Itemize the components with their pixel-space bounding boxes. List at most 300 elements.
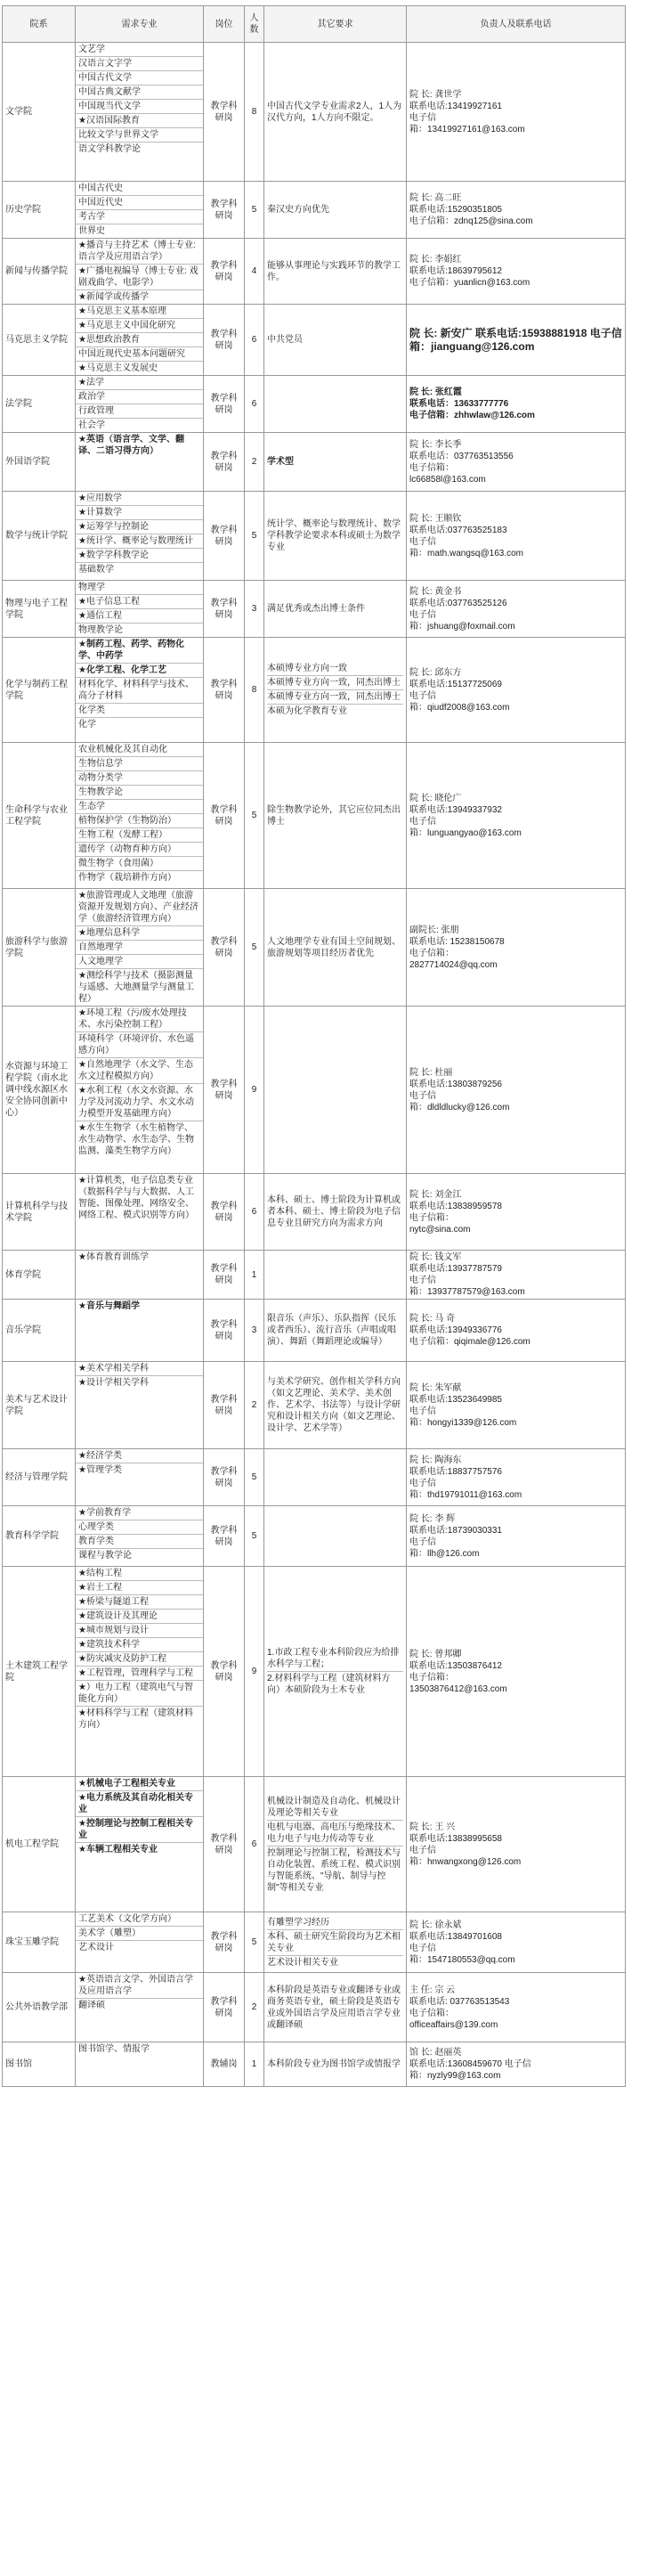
headcount: 9 [251,1667,257,1676]
major-item: ★旅游管理或人文地理（旅游资源开发规划方向）、产业经济学（旅游经济管理方向） [76,889,203,926]
college-name: 教育科学学院 [5,1531,59,1541]
contact-cell [407,1777,626,1912]
majors-cell [76,1449,204,1506]
college-name: 数学与统计学院 [5,531,68,541]
table-row [3,239,626,305]
majors-cell [76,1007,204,1174]
college-name: 历史学院 [5,205,41,215]
major-item: 行政管理 [76,404,203,419]
headcount: 5 [251,1531,257,1541]
contact-line: 院 长: 黄金书 [409,586,462,597]
table-header-row [3,6,626,43]
contact-cell [407,1007,626,1174]
headcount: 6 [251,335,257,345]
majors-cell [76,433,204,492]
contact-line: 电子信箱： [409,1672,454,1683]
header-count: 人数 [245,6,264,43]
major-item: 图书馆学、情报学 [78,2044,150,2054]
requirements-cell [264,492,407,581]
contact-line: 箱：13419927161@163.com [409,124,525,135]
college-cell [3,433,76,492]
requirement-text: 与美术学研究、创作相关学科方向（如文艺理论、美术学、美术创作、艺术学、书法等）与设计学研究和设计相关方向（如文艺理论、设计学、艺术学等） [267,1377,401,1433]
headcount: 2 [251,2002,257,2012]
requirements-cell [264,305,407,376]
major-item: ★经济学类 [76,1449,203,1463]
majors-cell [76,1362,204,1449]
contact-line: 院 长: 曾邦卿 [409,1649,462,1659]
recruitment-table [2,5,626,2087]
requirements-cell [264,1300,407,1362]
post-type: 教学科研岗 [210,1931,238,1953]
count-cell [245,1449,264,1506]
contact-cell [407,1449,626,1506]
contact-line: 联系电话: 037763513543 [409,1996,510,2007]
major-item: ★材料科学与工程（建筑材料方向） [78,1708,193,1730]
requirements-cell [264,1777,407,1912]
major-item: ★马克思主义基本原理 [76,305,203,319]
post-type: 教学科研岗 [210,804,238,827]
contact-line: 联系电话:15137725069 [409,679,502,689]
college-cell [3,1973,76,2042]
college-name: 机电工程学院 [5,1839,59,1849]
post-cell [204,305,245,376]
contact-line: 院 长: 马 奇 [409,1314,456,1324]
majors-cell [76,889,204,1007]
major-item: 考古学 [76,210,203,224]
major-item: ★汉语国际教育 [76,114,203,128]
requirements-cell [264,1506,407,1567]
requirement-text: 本科、硕士研究生阶段均为艺术相关专业 [267,1930,403,1956]
table-row [3,1300,626,1362]
college-cell [3,305,76,376]
major-item: 自然地理学 [76,941,203,955]
contact-line: 联系电话:13503876412 [409,1660,502,1671]
college-name: 计算机科学与技术学院 [5,1201,68,1223]
majors-cell [76,43,204,182]
count-cell [245,1251,264,1300]
college-cell [3,1007,76,1174]
major-item: ★统计学、概率论与数理统计 [76,534,203,549]
post-cell [204,1251,245,1300]
major-item: 工艺美术（文化学方向） [76,1912,203,1927]
post-type: 教学科研岗 [210,1394,238,1416]
college-cell [3,2042,76,2087]
college-cell [3,1362,76,1449]
contact-line: 联系电话:13419927161 [409,101,502,111]
requirements-cell [264,1567,407,1777]
college-name: 水资源与环境工程学院（南水北调中线水源区水安全协同创新中心） [5,1062,68,1118]
contact-line: 箱：hongyi1339@126.com [409,1417,517,1428]
post-cell [204,1174,245,1251]
table-row [3,305,626,376]
post-type: 教学科研岗 [210,393,238,415]
count-cell [245,1506,264,1567]
table-row [3,376,626,433]
major-item: 生物信息学 [76,757,203,771]
majors-cell [76,1506,204,1567]
headcount: 1 [251,2059,257,2069]
major-item: ★水利工程（水文水资源、水力学及河流动力学、水文水动力模型开发基础理方向） [76,1084,203,1121]
requirement-text: 有雕塑学习经历 [267,1916,403,1930]
major-item: ★设计学相关学科 [78,1378,149,1388]
college-cell [3,1777,76,1912]
post-cell [204,376,245,433]
headcount: 5 [251,531,257,541]
college-cell [3,182,76,239]
table-row [3,433,626,492]
contact-line: 电子信 [409,112,436,123]
post-cell [204,1777,245,1912]
table-row [3,743,626,889]
majors-cell [76,581,204,638]
college-name: 美术与艺术设计学院 [5,1394,68,1416]
post-type: 教学科研岗 [210,598,238,620]
requirement-text: 本科阶段专业为图书馆学或情报学 [267,2059,401,2069]
major-item: 比较文学与世界文学 [76,128,203,143]
major-item: 遗传学（动物育种方向） [76,843,203,857]
contact-cell [407,305,626,376]
major-item: 文艺学 [76,43,203,57]
major-item: 课程与教学论 [78,1551,132,1561]
requirement-text: 统计学、概率论与数理统计、数学学科教学论要求本科或硕士为数学专业 [267,519,401,552]
major-item: ★应用数学 [76,492,203,506]
contact-cell [407,182,626,239]
major-item: ★新闻学或传播学 [78,292,149,302]
requirements-cell [264,376,407,433]
major-item: 基础数学 [78,565,114,575]
college-name: 物理与电子工程学院 [5,598,68,620]
post-cell [204,1912,245,1973]
college-name: 经济与管理学院 [5,1472,68,1482]
headcount: 2 [251,457,257,467]
requirements-cell [264,182,407,239]
contact-line: 院 长: 朱军献 [409,1382,462,1393]
headcount: 9 [251,1085,257,1095]
contact-line: 联系电话:13523649985 [409,1394,502,1405]
headcount: 5 [251,1937,257,1947]
contact-line: 箱：llh@126.com [409,1548,480,1559]
contact-line: 电子信箱： [409,948,454,958]
major-item: ★地理信息科学 [76,926,203,941]
requirements-cell [264,743,407,889]
post-type: 教学科研岗 [210,260,238,282]
major-item: ★学前教育学 [76,1506,203,1520]
post-cell [204,1567,245,1777]
majors-cell [76,1174,204,1251]
major-item: 艺术设计 [78,1943,114,1952]
major-item: ★美术学相关学科 [76,1362,203,1376]
major-item: ★城市规划与设计 [76,1624,203,1638]
contact-line: 院 长: 高二旺 [409,193,462,203]
table-row [3,1567,626,1777]
count-cell [245,1300,264,1362]
count-cell [245,1174,264,1251]
count-cell [245,1777,264,1912]
post-cell [204,433,245,492]
header-majors: 需求专业 [76,6,204,43]
major-item: 中国近代史 [76,196,203,210]
contact-line: 主 任: 宗 云 [409,1985,456,1995]
major-item: 动物分类学 [76,771,203,786]
major-item: 中国古典文献学 [76,86,203,100]
contact-line: 箱：13937787579@163.com [409,1287,525,1297]
header-post: 岗位 [204,6,245,43]
major-item: ★播音与主持艺术（博士专业: 语言学及应用语言学） [76,239,203,265]
requirement-text: 1.市政工程专业本科阶段应为给排水科学与工程； [267,1646,403,1672]
headcount: 6 [251,1207,257,1217]
major-item: 汉语言文字学 [76,57,203,71]
table-row [3,182,626,239]
post-cell [204,239,245,305]
requirements-cell [264,1362,407,1449]
headcount: 8 [251,685,257,695]
college-name: 生命科学与农业工程学院 [5,804,68,827]
contact-line: 联系电话:13849701608 [409,1931,502,1942]
requirement-text: 本硕博专业方向一致，同杰出博士 [267,690,403,705]
count-cell [245,1007,264,1174]
post-type: 教学科研岗 [210,936,238,958]
major-item: 农业机械化及其自动化 [76,743,203,757]
major-item: 物理教学论 [78,625,123,635]
contact-line: nytc@sina.com [409,1224,471,1235]
contact-line: 箱：qiudf2008@163.com [409,702,510,713]
contact-line: 电子信 [409,1406,436,1416]
post-type: 教学科研岗 [210,1264,238,1285]
contact-cell [407,239,626,305]
table-row [3,2042,626,2087]
contact-line: 联系电话:13803879256 [409,1079,502,1089]
post-cell [204,638,245,743]
major-item: ★水生生物学（水生植物学、水生动物学、水生态学、生物监测、藻类生物学方向） [78,1123,194,1156]
college-cell [3,581,76,638]
college-name: 珠宝玉雕学院 [5,1937,59,1947]
major-item: ★马克思主义中国化研究 [76,319,203,333]
major-item: ★车辆工程相关专业 [78,1845,158,1855]
majors-cell [76,1777,204,1912]
post-type: 教学科研岗 [210,525,238,547]
contact-line: 院 长: 晓伦广 [409,793,462,803]
requirement-text: 学术型 [267,457,294,467]
college-name: 文学院 [5,107,32,117]
contact-cell [407,43,626,182]
major-item: 心理学类 [76,1520,203,1535]
major-item: 化学 [78,720,96,730]
major-item: 人文地理学 [76,955,203,969]
requirement-text: 秦汉史方向优先 [267,205,329,215]
headcount: 6 [251,399,257,409]
post-cell [204,1449,245,1506]
major-item: ★结构工程 [76,1567,203,1581]
post-cell [204,1973,245,2042]
contact-line: 联系电话:18837757576 [409,1466,502,1477]
contact-line: 箱：jshuang@foxmail.com [409,621,515,632]
headcount: 6 [251,1839,257,1849]
college-cell [3,1449,76,1506]
post-type: 教学科研岗 [210,1833,238,1855]
post-type: 教辅岗 [210,2059,238,2069]
requirement-text: 本硕为化学教育专业 [267,706,347,716]
contact-cell [407,1174,626,1251]
major-item: ★岩土工程 [76,1581,203,1595]
majors-cell [76,182,204,239]
majors-cell [76,638,204,743]
header-requirements: 其它要求 [264,6,407,43]
major-item: ★化学工程、化学工艺 [76,664,203,678]
contact-line: 院 长: 刘金江 [409,1189,462,1200]
requirement-text: 本科阶段是英语专业或翻译专业或商务英语专业，硕士阶段是英语专业或外国语言学及应用语言学专业或翻译硕 [267,1985,401,2030]
requirements-cell [264,1251,407,1300]
college-cell [3,1251,76,1300]
requirement-text: 控制理论与控制工程，检测技术与自动化装置、系统工程、模式识别与智能系统、"导航、制导与控制"等相关专业 [267,1847,401,1893]
post-type: 教学科研岗 [210,1525,238,1547]
contact-line: 箱：thd19791011@163.com [409,1489,522,1500]
contact-line: 箱：dldldlucky@126.com [409,1102,510,1113]
requirements-cell [264,2042,407,2087]
post-type: 教学科研岗 [210,1660,238,1683]
contact-line: 电子信 [409,1478,436,1488]
contact-cell [407,581,626,638]
contact-line: 院 长: 邱东方 [409,667,462,678]
college-cell [3,239,76,305]
count-cell [245,743,264,889]
contact-line: officeaffairs@139.com [409,2019,498,2030]
headcount: 5 [251,811,257,820]
major-item: ★英语语言文学、外国语言学及应用语言学 [76,1973,203,1999]
contact-line: 箱：math.wangsq@163.com [409,548,523,558]
contact-line: 院 长: 李娟红 [409,255,462,265]
major-item: 翻译硕 [78,2001,105,2010]
majors-cell [76,239,204,305]
requirement-text: 2.材料科学与工程（建筑材料方向）本硕阶段为土木专业 [267,1674,391,1695]
post-cell [204,43,245,182]
major-item: ★测绘科学与技术（摄影测量与遥感、大地测量学与测量工程） [78,971,194,1004]
contact-line: 电子信 [409,1845,436,1855]
major-item: ★机械电子工程相关专业 [76,1777,203,1791]
contact-line: 箱：lunguangyao@163.com [409,827,522,838]
major-item: ★防灾减灾及防护工程 [76,1652,203,1667]
contact-line: 电子信箱：zhhwlaw@126.com [409,411,535,420]
post-cell [204,492,245,581]
contact-cell [407,1973,626,2042]
contact-line: 院 长: 龚世学 [409,89,462,100]
post-cell [204,743,245,889]
majors-cell [76,376,204,433]
college-cell [3,1174,76,1251]
college-name: 马克思主义学院 [5,335,68,345]
table-row [3,1174,626,1251]
major-item: ★英语（语言学、文学、翻译、二语习得方向） [78,435,184,456]
contact-cell [407,1506,626,1567]
requirements-cell [264,43,407,182]
headcount: 1 [251,1269,257,1280]
table-row [3,889,626,1007]
major-item: ★数学学科教学论 [76,549,203,563]
contact-line: 电子信箱：zdnq125@sina.com [409,216,533,226]
count-cell [245,2042,264,2087]
contact-line: 电子信箱： [409,2008,454,2018]
contact-line: 箱：1547180553@qq.com [409,1954,515,1965]
requirement-text: 能够从事理论与实践环节的教学工作。 [267,260,401,282]
contact-cell [407,638,626,743]
contact-line: 副院长: 张朋 [409,925,459,935]
contact-line: 联系电话:037763525183 [409,525,507,535]
major-item: ★体育教育训练学 [78,1252,149,1262]
college-cell [3,43,76,182]
major-item: ★管理学类 [78,1465,122,1475]
college-name: 旅游科学与旅游学院 [5,936,68,958]
count-cell [245,638,264,743]
majors-cell [76,1251,204,1300]
requirement-text: 除生物教学论外，其它应位同杰出博士 [267,804,401,827]
requirement-text: 人文地理学专业有国土空间规划、旅游规划等项目经历者优先 [267,936,401,958]
requirements-cell [264,638,407,743]
post-type: 教学科研岗 [210,101,238,123]
requirement-text: 本硕博专业方向一致，同杰出博士 [267,676,403,690]
headcount: 5 [251,205,257,215]
major-item: 中国近现代史基本问题研究 [76,347,203,362]
count-cell [245,1912,264,1973]
contact-line: 电子信 [409,1537,436,1547]
count-cell [245,492,264,581]
headcount: 2 [251,1400,257,1410]
table-row [3,43,626,182]
college-name: 图书馆 [5,2059,32,2069]
major-item: 作物学（栽培耕作方向） [78,873,176,883]
contact-line: 联系电话：037763513556 [409,451,514,461]
count-cell [245,182,264,239]
major-item: ★马克思主义发展史 [78,363,158,373]
requirement-text: 中国古代文学专业需求2人，1人为汉代方向，1人方向不限定。 [267,101,402,123]
major-item: 化学类 [76,704,203,718]
contact-line: 院 长: 徐永斌 [409,1920,462,1930]
headcount: 3 [251,604,257,614]
table-row [3,1506,626,1567]
table-row [3,1973,626,2042]
headcount: 3 [251,1325,257,1335]
major-item: 中国古代文学 [76,71,203,86]
table-row [3,638,626,743]
college-cell [3,1300,76,1362]
contact-line: 箱：hnwangxong@126.com [409,1856,522,1867]
college-cell [3,889,76,1007]
college-name: 体育学院 [5,1269,41,1280]
major-item: ★建筑设计及其理论 [76,1610,203,1624]
contact-line: 院 长: 陶海东 [409,1455,462,1465]
contact-line: 院 长: 李长季 [409,439,462,450]
post-cell [204,1300,245,1362]
college-cell [3,743,76,889]
requirements-cell [264,433,407,492]
requirement-text: 机械设计制造及自动化、机械设计及理论等相关专业 [267,1795,403,1821]
requirement-text: 电机与电器、高电压与绝缘技术、电力电子与电力传动等专业 [267,1821,403,1846]
major-item: ★电力系统及其自动化相关专业 [76,1791,203,1817]
requirements-cell [264,1007,407,1174]
college-name: 新闻与传播学院 [5,266,68,276]
college-name: 音乐学院 [5,1325,41,1335]
major-item: 植物保护学（生物防治） [76,814,203,828]
major-item: 材料化学、材料科学与技术、高分子材料 [76,678,203,704]
requirements-cell [264,1973,407,2042]
headcount: 4 [251,266,257,276]
requirement-text: 本科、硕士、博士阶段为计算机或者本科、硕士、博士阶段为电子信息专业且研究方向为需求方向 [267,1195,401,1228]
table-row [3,1251,626,1300]
post-cell [204,889,245,1007]
table-body [3,43,626,2087]
major-item: ★）电力工程（建筑电气与智能化方向） [76,1681,203,1707]
post-cell [204,1007,245,1174]
majors-cell [76,1973,204,2042]
contact-line: 联系电话：13633777776 [409,399,509,409]
